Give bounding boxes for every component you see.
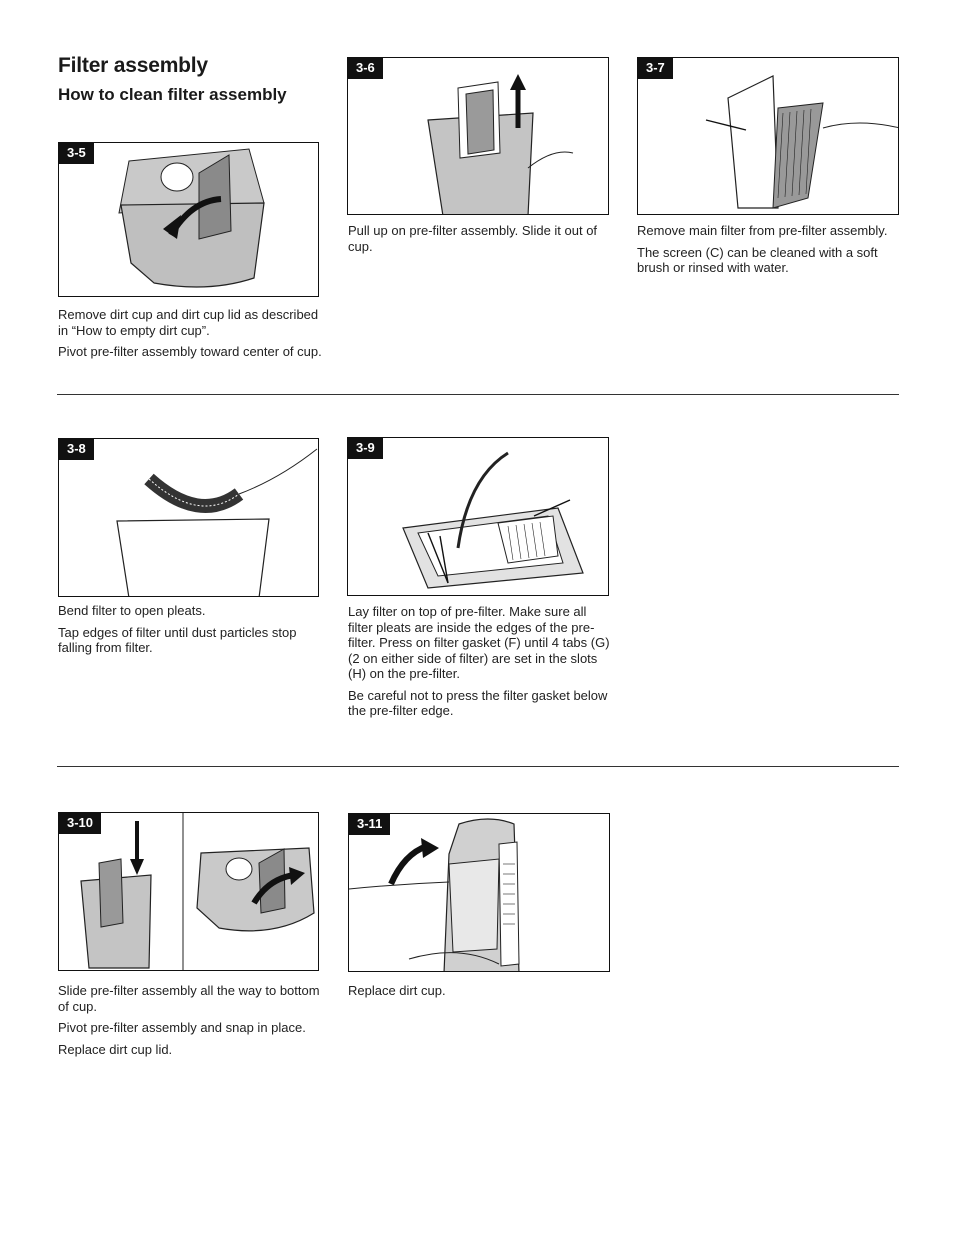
caption-line: The screen (C) can be cleaned with a soft brush or rinsed with water. bbox=[637, 244, 878, 275]
figure-3-5 bbox=[58, 142, 319, 297]
figure-3-8 bbox=[58, 438, 319, 597]
figure-label: 3-10 bbox=[59, 813, 101, 834]
caption-3-8 bbox=[58, 603, 323, 662]
pre-filter-removal-illustration bbox=[348, 58, 609, 215]
caption-line: Pivot pre-filter assembly and snap in place. bbox=[58, 1020, 306, 1035]
dirt-cup-illustration bbox=[59, 143, 319, 297]
figure-label: 3-8 bbox=[59, 439, 94, 460]
section-divider bbox=[57, 766, 899, 767]
figure-3-7 bbox=[637, 57, 899, 215]
section-divider bbox=[57, 394, 899, 395]
caption-line: Pivot pre-filter assembly toward center of cup. bbox=[58, 344, 322, 359]
caption-line: Replace dirt cup lid. bbox=[58, 1041, 173, 1057]
figure-3-11 bbox=[348, 813, 610, 972]
caption-3-9 bbox=[348, 604, 613, 725]
filter-tapping-illustration bbox=[59, 439, 319, 597]
filter-install-illustration bbox=[348, 438, 609, 596]
dirt-cup-replace-illustration bbox=[349, 814, 610, 972]
caption-line: Bend filter to open pleats. bbox=[58, 603, 206, 618]
figure-3-9 bbox=[347, 437, 609, 596]
caption-line: Pull up on pre-filter assembly. Slide it out of cup. bbox=[348, 223, 598, 254]
subsection-title: How to clean filter assembly bbox=[58, 85, 287, 104]
caption-line: Slide pre-filter assembly all the way to bottom of cup. bbox=[58, 983, 320, 1014]
caption-line: Be careful not to press the filter gasket below the pre-filter edge. bbox=[348, 687, 608, 718]
caption-3-11 bbox=[348, 983, 613, 1005]
caption-3-5 bbox=[58, 307, 323, 366]
caption-line: Tap edges of filter until dust particles stop falling from filter. bbox=[58, 624, 297, 655]
caption-3-10 bbox=[58, 983, 323, 1063]
caption-3-6 bbox=[348, 223, 613, 260]
figure-label: 3-6 bbox=[348, 58, 383, 79]
figure-label: 3-5 bbox=[59, 143, 94, 164]
caption-3-7 bbox=[637, 223, 902, 282]
caption-line: Remove dirt cup and dirt cup lid as described in “How to empty dirt cup”. bbox=[58, 307, 319, 338]
figure-label: 3-7 bbox=[638, 58, 673, 79]
caption-line: Lay filter on top of pre-filter. Make sure all filter pleats are inside the edges of the pre-filter. Press on filter gasket (F) until 4 tabs (G) (2 on either side of filter) are set in the slots (H) on the pre-filter. bbox=[348, 604, 610, 681]
figure-label: 3-9 bbox=[348, 438, 383, 459]
section-title: Filter assembly bbox=[58, 54, 208, 77]
pre-filter-reinstall-illustration bbox=[59, 813, 319, 971]
main-filter-removal-illustration bbox=[638, 58, 899, 215]
figure-3-6 bbox=[347, 57, 609, 215]
figure-3-10 bbox=[58, 812, 319, 971]
figure-label: 3-11 bbox=[349, 814, 390, 835]
caption-line: Remove main filter from pre-filter assembly. bbox=[637, 223, 888, 238]
caption-line: Replace dirt cup. bbox=[348, 983, 446, 998]
